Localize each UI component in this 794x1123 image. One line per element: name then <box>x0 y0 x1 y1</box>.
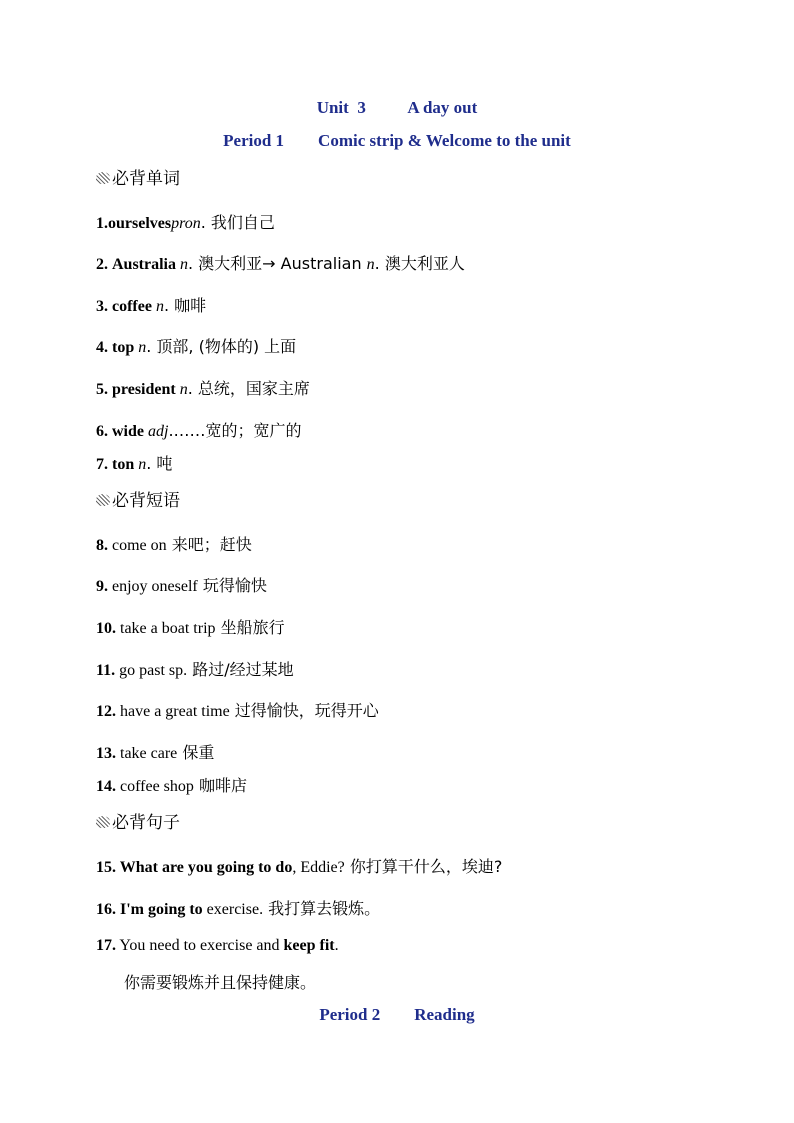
word-item: 5. president n. 总统，国家主席 <box>96 379 310 398</box>
word-item: 6. wide adj.……宽的；宽广的 <box>96 421 302 440</box>
phrase-item: 12. have a great time 过得愉快，玩得开心 <box>96 701 379 720</box>
phrase-item: 8. come on 来吧；赶快 <box>96 535 252 554</box>
section-bullet-icon <box>96 816 110 828</box>
section-sentences-label: 必背句子 <box>112 813 180 833</box>
phrase-item: 10. take a boat trip 坐船旅行 <box>96 618 285 637</box>
word-item: 1.ourselvespron. 我们自己 <box>96 213 275 232</box>
period-1-title: Period 1 Comic strip & Welcome to the unit <box>223 131 571 150</box>
phrase-item: 13. take care 保重 <box>96 743 215 762</box>
section-words-label: 必背单词 <box>112 169 180 189</box>
word-item: 2. Australia n. 澳大利亚→ Australian n. 澳大利亚人 <box>96 254 465 273</box>
unit-title: Unit 3 A day out <box>316 98 478 117</box>
sentence-item: 16. I'm going to exercise. 我打算去锻炼。 <box>96 899 381 918</box>
sentence-translation: 你需要锻炼并且保持健康。 <box>124 973 317 992</box>
section-phrases-label: 必背短语 <box>112 491 180 511</box>
sentence-item: 17. You need to exercise and keep fit. <box>96 937 339 954</box>
word-item: 3. coffee n. 咖啡 <box>96 296 207 315</box>
word-item: 7. ton n. 吨 <box>96 454 173 473</box>
section-bullet-icon <box>96 494 110 506</box>
word-item: 4. top n. 顶部, (物体的) 上面 <box>96 337 297 356</box>
section-phrases <box>96 486 180 511</box>
phrase-item: 11. go past sp. 路过/经过某地 <box>96 660 294 679</box>
phrase-item: 14. coffee shop 咖啡店 <box>96 776 247 795</box>
period-2-title: Period 2 Reading <box>319 1005 475 1024</box>
section-words <box>96 164 180 189</box>
section-sentences <box>96 808 180 833</box>
sentence-item: 15. What are you going to do, Eddie? 你打算干什么，埃迪? <box>96 857 503 876</box>
section-bullet-icon <box>96 172 110 184</box>
phrase-item: 9. enjoy oneself 玩得愉快 <box>96 576 267 595</box>
